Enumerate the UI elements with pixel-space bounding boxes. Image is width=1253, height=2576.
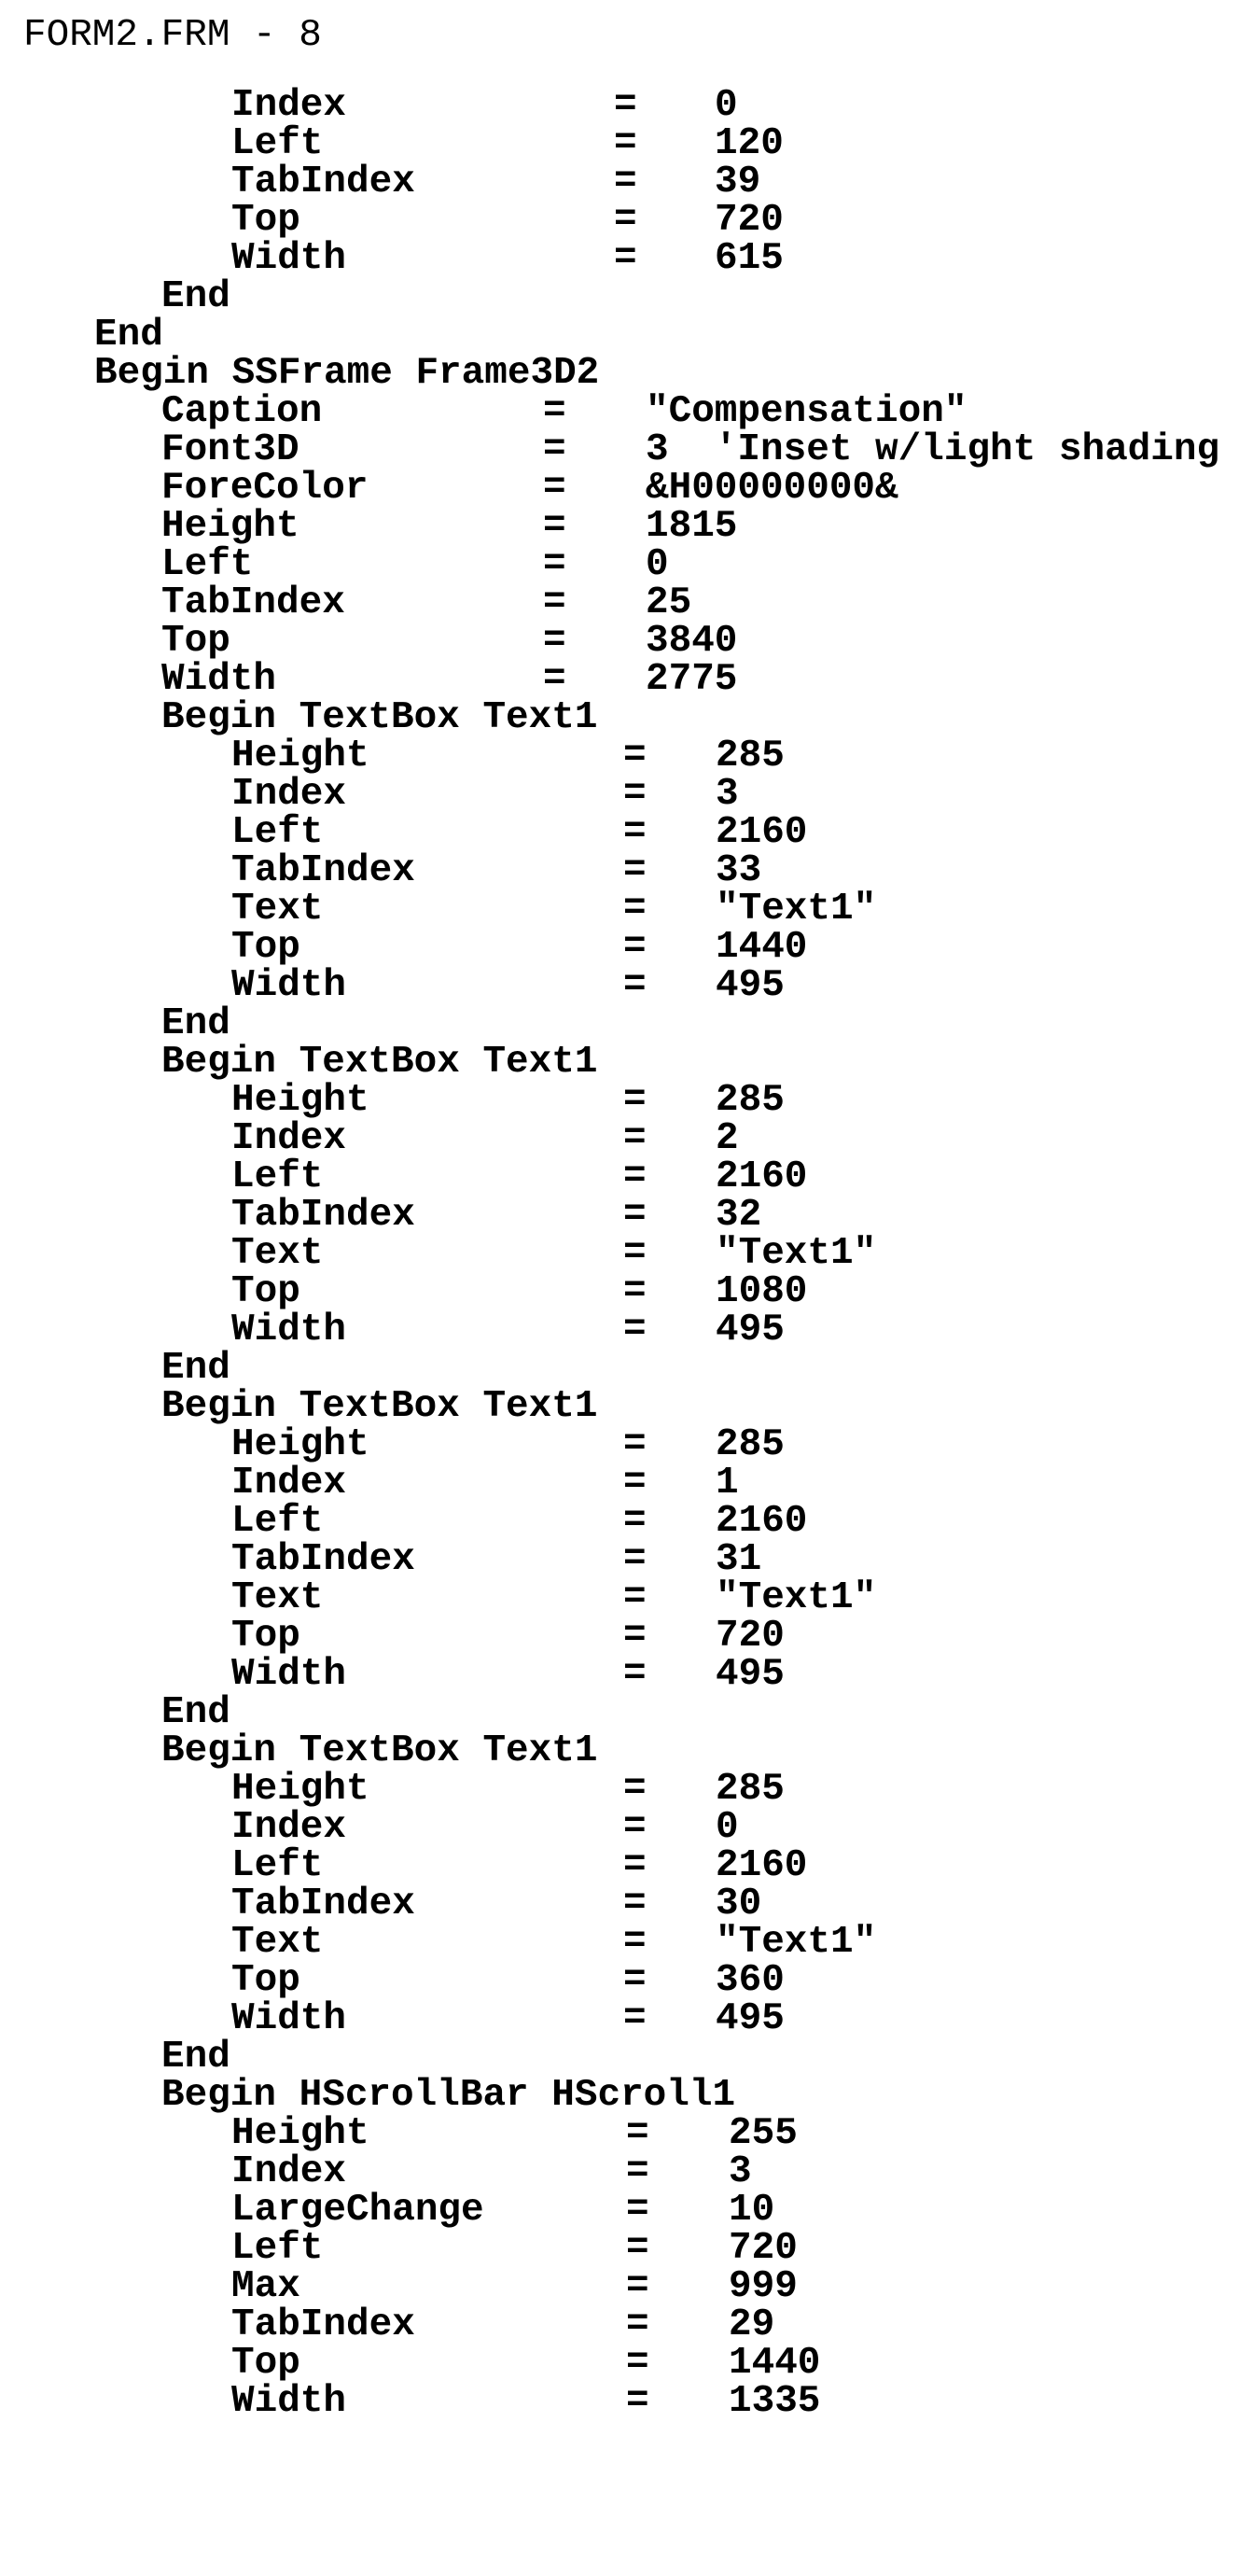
property-line (0, 849, 1253, 892)
end-line (0, 1002, 1253, 1045)
property-key: Text (231, 888, 324, 931)
property-key: Width (231, 237, 347, 280)
equals-sign: = (623, 1423, 647, 1466)
property-value: 3 (716, 773, 739, 816)
property-key: Width (231, 1997, 347, 2040)
equals-sign: = (626, 2227, 649, 2270)
property-key: Width (231, 1653, 347, 1696)
equals-sign: = (623, 1117, 647, 1160)
property-key: TabIndex (231, 2303, 415, 2346)
equals-sign: = (626, 2303, 649, 2346)
equals-sign: = (614, 237, 637, 280)
equals-sign: = (543, 581, 566, 624)
property-line (0, 163, 1253, 202)
property-value: 999 (729, 2265, 798, 2308)
equals-sign: = (623, 1309, 647, 1351)
property-key: Height (231, 1079, 369, 1122)
property-value: 1440 (729, 2342, 821, 2385)
property-value: 1815 (646, 505, 738, 548)
begin-frame-line (0, 352, 1253, 395)
equals-sign: = (626, 2189, 649, 2232)
property-line (0, 84, 1253, 127)
property-value: 615 (715, 237, 784, 280)
property-key: Height (231, 735, 369, 777)
property-line (0, 1194, 1253, 1237)
end-keyword: End (161, 1691, 230, 1734)
property-key: LargeChange (231, 2189, 484, 2232)
property-key: Index (231, 773, 347, 816)
property-line (0, 1270, 1253, 1313)
equals-sign: = (623, 1653, 647, 1696)
property-value: 1440 (716, 926, 808, 969)
property-line (0, 773, 1253, 816)
property-line (0, 428, 1253, 471)
equals-sign: = (623, 811, 647, 854)
equals-sign: = (543, 390, 566, 433)
property-line (0, 964, 1253, 1007)
equals-sign: = (626, 2112, 649, 2155)
block-header: Begin TextBox Text1 (161, 1385, 598, 1428)
property-key: Index (231, 2150, 347, 2193)
property-value: "Text1" (716, 888, 877, 931)
property-key: TabIndex (231, 1883, 415, 1925)
equals-sign: = (543, 505, 566, 548)
property-key: TabIndex (231, 1194, 415, 1237)
block-header: Begin TextBox Text1 (161, 696, 598, 739)
property-key: Font3D (161, 428, 299, 471)
property-value: 33 (716, 849, 762, 892)
equals-sign: = (623, 1500, 647, 1543)
equals-sign: = (623, 888, 647, 931)
property-line (0, 1844, 1253, 1887)
begin-textbox-line (0, 696, 1253, 739)
property-key: Height (231, 1423, 369, 1466)
property-line (0, 2265, 1253, 2308)
property-value: 10 (729, 2189, 775, 2232)
equals-sign: = (623, 926, 647, 969)
equals-sign: = (623, 1883, 647, 1925)
equals-sign: = (623, 773, 647, 816)
property-value: 3840 (646, 620, 738, 663)
property-line (0, 237, 1253, 280)
property-line (0, 1155, 1253, 1198)
property-line (0, 620, 1253, 663)
property-value: 0 (646, 543, 669, 586)
end-keyword: End (161, 275, 230, 318)
property-value: 39 (715, 161, 761, 203)
block-header: Begin SSFrame Frame3D2 (94, 352, 600, 395)
property-key: Left (231, 811, 324, 854)
property-line (0, 2227, 1253, 2270)
property-key: Index (231, 1462, 347, 1505)
end-keyword: End (161, 2036, 230, 2079)
equals-sign: = (626, 2380, 649, 2423)
property-key: Text (231, 1921, 324, 1964)
property-line (0, 1500, 1253, 1543)
page-title: FORM2.FRM - 8 (23, 14, 322, 57)
property-key: Top (231, 1959, 300, 2002)
property-value: 2775 (646, 658, 738, 701)
equals-sign: = (623, 1576, 647, 1619)
property-line (0, 2380, 1253, 2423)
property-key: Text (231, 1576, 324, 1619)
property-value: 3 (729, 2150, 752, 2193)
block-header: Begin TextBox Text1 (161, 1041, 598, 1084)
property-value: 1080 (716, 1270, 808, 1313)
end-keyword: End (94, 314, 163, 357)
property-value: 32 (716, 1194, 762, 1237)
equals-sign: = (623, 1232, 647, 1275)
equals-sign: = (623, 1079, 647, 1122)
property-line (0, 1617, 1253, 1656)
equals-sign: = (623, 1155, 647, 1198)
end-line (0, 1691, 1253, 1734)
equals-sign: = (623, 1844, 647, 1887)
property-line (0, 1806, 1253, 1849)
property-value: 495 (716, 1653, 785, 1696)
property-key: Left (231, 122, 324, 165)
property-key: Width (231, 2380, 347, 2423)
equals-sign: = (626, 2342, 649, 2385)
property-line (0, 1959, 1253, 2002)
property-value: 1335 (729, 2380, 821, 2423)
end-line (0, 275, 1253, 318)
equals-sign: = (623, 1806, 647, 1849)
property-value: 1 (716, 1462, 739, 1505)
property-line (0, 1768, 1253, 1811)
equals-sign: = (623, 1768, 647, 1811)
property-line (0, 122, 1253, 165)
property-line (0, 890, 1253, 929)
property-key: Top (231, 2342, 300, 2385)
property-line (0, 2112, 1253, 2155)
equals-sign: = (623, 964, 647, 1007)
property-value: "Compensation" (646, 390, 968, 433)
equals-sign: = (626, 2150, 649, 2193)
property-line (0, 1997, 1253, 2040)
property-line (0, 1079, 1253, 1122)
equals-sign: = (543, 658, 566, 701)
property-value: 2160 (716, 1844, 808, 1887)
property-value: 720 (715, 199, 784, 242)
equals-sign: = (623, 1270, 647, 1313)
property-value: 30 (716, 1883, 762, 1925)
end-line (0, 316, 1253, 355)
property-value: 0 (716, 1806, 739, 1849)
property-key: TabIndex (231, 849, 415, 892)
property-value: 495 (716, 1309, 785, 1351)
property-key: Top (161, 620, 230, 663)
property-line (0, 469, 1253, 508)
equals-sign: = (614, 199, 637, 242)
end-line (0, 1347, 1253, 1390)
property-line (0, 1464, 1253, 1503)
property-key: Left (231, 1155, 324, 1198)
property-key: Index (231, 1806, 347, 1849)
property-value: 285 (716, 1768, 785, 1811)
property-line (0, 1423, 1253, 1466)
equals-sign: = (623, 849, 647, 892)
property-line (0, 1653, 1253, 1696)
property-key: Height (231, 2112, 369, 2155)
property-value: 255 (729, 2112, 798, 2155)
property-line (0, 1921, 1253, 1964)
property-line (0, 811, 1253, 854)
property-line (0, 390, 1253, 433)
equals-sign: = (623, 1194, 647, 1237)
equals-sign: = (543, 428, 566, 471)
page-header (0, 14, 1253, 57)
end-line (0, 2038, 1253, 2077)
property-line (0, 1538, 1253, 1581)
property-line (0, 2150, 1253, 2193)
property-line (0, 2342, 1253, 2385)
property-key: Index (231, 84, 347, 127)
equals-sign: = (543, 467, 566, 510)
property-line (0, 1885, 1253, 1924)
end-keyword: End (161, 1347, 230, 1390)
property-key: Index (231, 1117, 347, 1160)
equals-sign: = (623, 1959, 647, 2002)
property-value: 2160 (716, 811, 808, 854)
property-value: "Text1" (716, 1232, 877, 1275)
equals-sign: = (614, 84, 637, 127)
property-value: 360 (716, 1959, 785, 2002)
equals-sign: = (623, 1462, 647, 1505)
property-value: 31 (716, 1538, 762, 1581)
property-value: 29 (729, 2303, 775, 2346)
property-value: "Text1" (716, 1921, 877, 1964)
property-value: 2160 (716, 1500, 808, 1543)
property-line (0, 1311, 1253, 1350)
property-line (0, 1232, 1253, 1275)
property-key: Width (231, 1309, 347, 1351)
property-key: TabIndex (231, 161, 415, 203)
property-line (0, 581, 1253, 624)
block-header: Begin TextBox Text1 (161, 1729, 598, 1772)
property-value: 285 (716, 1079, 785, 1122)
property-value: 495 (716, 964, 785, 1007)
property-line (0, 926, 1253, 969)
equals-sign: = (626, 2265, 649, 2308)
property-key: Width (161, 658, 277, 701)
property-key: Width (231, 964, 347, 1007)
equals-sign: = (614, 161, 637, 203)
equals-sign: = (623, 1615, 647, 1658)
property-key: Top (231, 199, 300, 242)
equals-sign: = (623, 1921, 647, 1964)
equals-sign: = (614, 122, 637, 165)
property-key: Top (231, 926, 300, 969)
equals-sign: = (623, 1997, 647, 2040)
property-line (0, 505, 1253, 548)
property-key: ForeColor (161, 467, 369, 510)
property-value: &H00000000& (646, 467, 898, 510)
property-value: 285 (716, 1423, 785, 1466)
property-key: Max (231, 2265, 300, 2308)
property-value: 285 (716, 735, 785, 777)
property-key: Top (231, 1270, 300, 1313)
begin-textbox-line (0, 1385, 1253, 1428)
property-value: 3 'Inset w/light shading (646, 428, 1220, 471)
property-key: Height (231, 1768, 369, 1811)
equals-sign: = (543, 543, 566, 586)
begin-textbox-line (0, 1729, 1253, 1772)
property-value: 120 (715, 122, 784, 165)
property-line (0, 658, 1253, 701)
property-key: TabIndex (161, 581, 345, 624)
begin-textbox-line (0, 1043, 1253, 1082)
property-key: Text (231, 1232, 324, 1275)
property-value: 25 (646, 581, 692, 624)
equals-sign: = (623, 1538, 647, 1581)
property-line (0, 1576, 1253, 1619)
end-keyword: End (161, 1002, 230, 1045)
equals-sign: = (543, 620, 566, 663)
property-value: 0 (715, 84, 738, 127)
property-key: Top (231, 1615, 300, 1658)
property-line (0, 543, 1253, 586)
property-key: Caption (161, 390, 323, 433)
property-value: 720 (729, 2227, 798, 2270)
property-line (0, 199, 1253, 242)
begin-hscrollbar-line (0, 2074, 1253, 2117)
property-value: 720 (716, 1615, 785, 1658)
property-key: Left (231, 1500, 324, 1543)
property-line (0, 2191, 1253, 2230)
property-value: "Text1" (716, 1576, 877, 1619)
property-value: 2160 (716, 1155, 808, 1198)
block-header: Begin HScrollBar HScroll1 (161, 2074, 736, 2117)
property-value: 495 (716, 1997, 785, 2040)
equals-sign: = (623, 735, 647, 777)
property-key: Left (161, 543, 254, 586)
property-key: Height (161, 505, 299, 548)
property-line (0, 1117, 1253, 1160)
property-value: 2 (716, 1117, 739, 1160)
property-key: TabIndex (231, 1538, 415, 1581)
property-key: Left (231, 2227, 324, 2270)
property-line (0, 737, 1253, 776)
property-line (0, 2303, 1253, 2346)
property-key: Left (231, 1844, 324, 1887)
